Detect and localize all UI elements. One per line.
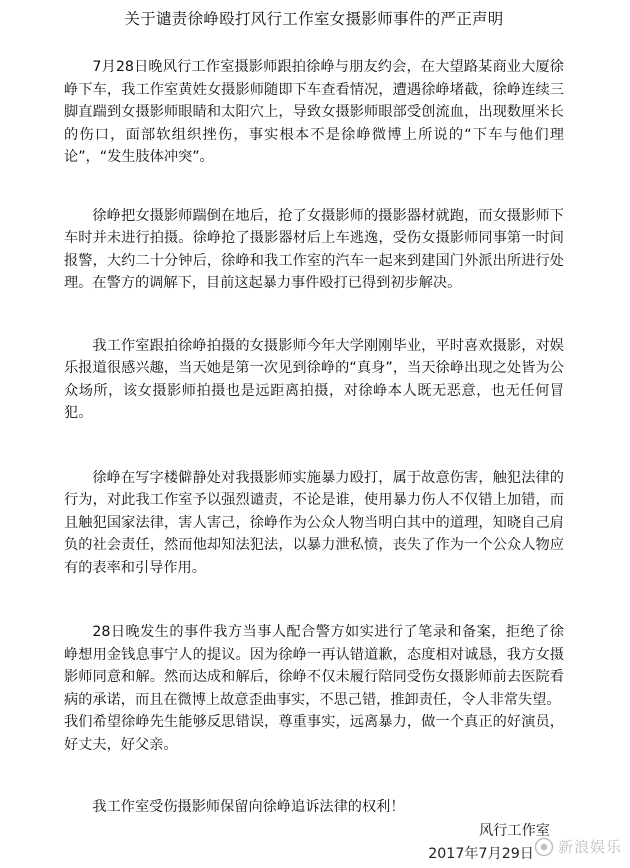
weibo-eye-icon — [534, 837, 554, 857]
statement-paragraph-5: 28日晚发生的事件我方当事人配合警方如实进行了笔录和备案，拒绝了徐峥想用金钱息事宁人的提议。因为徐峥一再认错道歉，态度相对诚恳，我方女摄影师同意和解。然而达成和解后，徐峥不仅未履行陪同受伤女摄影师前去医院看病的承诺，而且在微博上故意歪曲事实，不思己错，推卸责任，令人非常失望。 — [64, 624, 564, 708]
statement-paragraph-7: 我工作室受伤摄影师保留向徐峥追诉法律的权利！ — [92, 799, 405, 815]
signature-date: 2017年7月29日 — [428, 846, 534, 862]
statement-paragraph-1: 7月28日晚风行工作室摄影师跟拍徐峥与朋友约会，在大望路某商业大厦徐峥下车，我工作室黄姓女摄影师随即下车查看情况，遭遇徐峥堵截，徐峥连续三脚直踹到女摄影师眼睛和太阳穴上，导致女摄影师眼部受创流血，出现数厘米长的伤口，面部软组织挫伤，事实根本不是徐峥微博上所说的“下车与他们理论”，“发生肢体冲突”。 — [64, 59, 564, 165]
statement-paragraph-2: 徐峥把女摄影师踹倒在地后，抢了女摄影师的摄影器材就跑，而女摄影师下车时并未进行拍摄。徐峥抢了摄影器材后上车逃逸，受伤女摄影师同事第一时间报警，大约二十分钟后，徐峥和我工作室的汽车一起来到建国门外派出所进行处理。在警方的调解下，目前这起暴力事件殴打已得到初步解决。 — [64, 207, 564, 291]
statement-paragraph-6: 我们希望徐峥先生能够反思错误，尊重事实，远离暴力，做一个真正的好演员，好丈夫，好父亲。 — [64, 714, 564, 753]
statement-paragraph-4: 徐峥在写字楼僻静处对我摄影师实施暴力殴打，属于故意伤害，触犯法律的行为，对此我工作室予以强烈谴责，不论是谁，使用暴力伤人不仅错上加错，而且触犯国家法律，害人害己，徐峥作为公众人物当明白其中的道理，知晓自己肩负的社会责任，然而他却知法犯法，以暴力泄私愤，丧失了作为一个公众人物应有的表率和引导作用。 — [64, 469, 564, 576]
watermark-text: 新浪娱乐 — [557, 838, 622, 856]
statement-title: 关于谴责徐峥殴打风行工作室女摄影师事件的严正声明 — [124, 10, 504, 28]
statement-paragraph-3: 我工作室跟拍徐峥拍摄的女摄影师今年大学刚刚毕业，平时喜欢摄影，对娱乐报道很感兴趣，当天她是第一次见到徐峥的“真身”，当天徐峥出现之处皆为公众场所，该女摄影师拍摄也是远距离拍摄，对徐峥本人既无恶意，也无任何冒犯。 — [64, 337, 564, 421]
watermark — [534, 836, 622, 857]
signature-studio-name: 风行工作室 — [479, 823, 550, 839]
